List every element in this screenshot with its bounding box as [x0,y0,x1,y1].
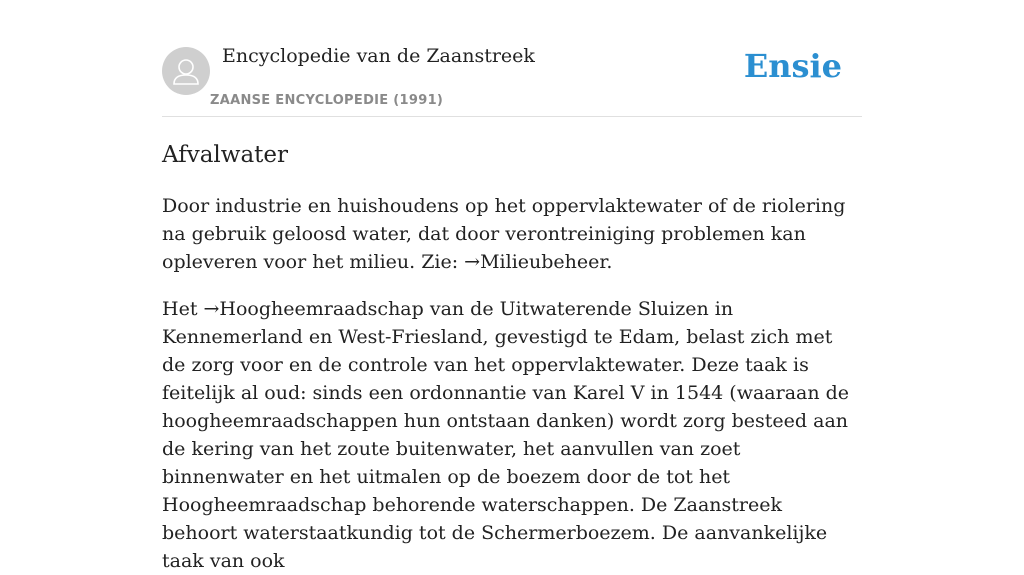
source-title[interactable]: Encyclopedie van de Zaanstreek [222,45,535,67]
paragraph-text: . [606,251,613,273]
source-subtitle[interactable]: ZAANSE ENCYCLOPEDIE (1991) [210,93,444,108]
ensie-logo[interactable]: Ensie [743,47,842,85]
link-milieubeheer[interactable]: →Milieubeheer [464,251,607,273]
site-header [162,0,862,117]
paragraph-text: Door industrie en huishoudens op het oppervlaktewater of de riolering na gebruik geloosd water, dat door verontreiniging problemen kan opleveren voor het milieu. Zie: [162,195,846,273]
user-icon [162,47,210,95]
article-title: Afvalwater [162,142,289,168]
paragraph-1 [162,192,852,276]
link-hoogheemraadschap[interactable]: →Hoogheemraadschap van de Uitwaterende Sluizen in Kennemerland en West-Friesland [162,298,734,348]
paragraph-text: , gevestigd te Edam, belast zich met de zorg voor en de controle van het oppervlaktewater. Deze taak is feitelijk al oud: sinds een ordonnantie van Karel V in 1544 (waaraan de hoogheemraadschappen hun ontstaan danken) wordt zorg besteed aan de kering van het zoute buitenwater, het aanvullen van zoet binnenwater en het uitmalen op de boezem door de tot het Hoogheemraadschap behorende waterschappen. De Zaanstreek behoort waterstaatkundig tot de Schermerboezem. De aanvankelijke taak van ook [162,326,850,572]
paragraph-2 [162,295,852,575]
avatar[interactable] [162,47,210,95]
paragraph-text: Het [162,298,204,320]
article [162,138,852,575]
